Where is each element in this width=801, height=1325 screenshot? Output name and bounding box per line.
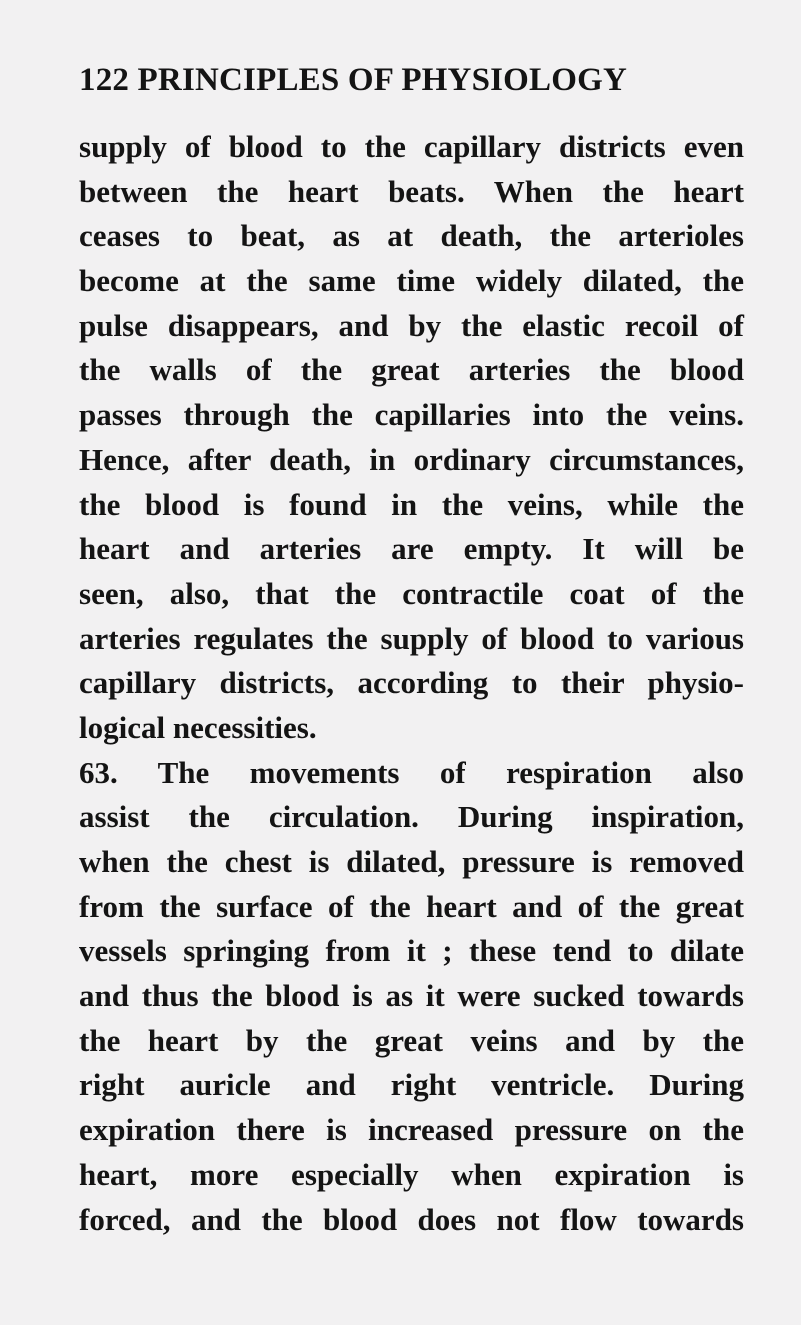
text-line: capillary districts, according to their physio- (79, 665, 744, 701)
text-line: ceases to beat, as at death, the arterioles (79, 218, 744, 254)
text-line: Hence, after death, in ordinary circumstances, (79, 441, 744, 477)
text-line: pulse disappears, and by the elastic recoil of (79, 307, 744, 343)
section-63-start-line: 63. The movements of respiration also (79, 754, 744, 790)
text-line: seen, also, that the contractile coat of the (79, 575, 744, 611)
text-line: vessels springing from it ; these tend to dilate (79, 933, 744, 969)
text-line: arteries regulates the supply of blood to various (79, 620, 744, 656)
text-line: become at the same time widely dilated, the (79, 263, 744, 299)
text-line: expiration there is increased pressure on the (79, 1112, 744, 1148)
text-line: heart and arteries are empty. It will be (79, 531, 744, 567)
text-line: the walls of the great arteries the blood (79, 352, 744, 388)
text-line: when the chest is dilated, pressure is removed (79, 844, 744, 879)
text-line: between the heart beats. When the heart (79, 173, 744, 209)
text-line: the heart by the great veins and by the (79, 1022, 744, 1058)
text-line: from the surface of the heart and of the great (79, 888, 744, 924)
text-line: heart, more especially when expiration is (79, 1156, 744, 1192)
text-line: forced, and the blood does not flow towards (79, 1201, 744, 1237)
text-line: right auricle and right ventricle. During (79, 1067, 744, 1103)
text-line: the blood is found in the veins, while the (79, 486, 744, 522)
text-line: and thus the blood is as it were sucked towards (79, 978, 744, 1014)
paragraph-end-line: logical necessities. (79, 709, 317, 745)
body-text (79, 125, 744, 1242)
text-line: assist the circulation. During inspiration, (79, 799, 744, 835)
text-line: supply of blood to the capillary districts even (79, 129, 744, 164)
running-head: 122 PRINCIPLES OF PHYSIOLOGY (79, 62, 628, 98)
text-line: passes through the capillaries into the veins. (79, 397, 744, 433)
